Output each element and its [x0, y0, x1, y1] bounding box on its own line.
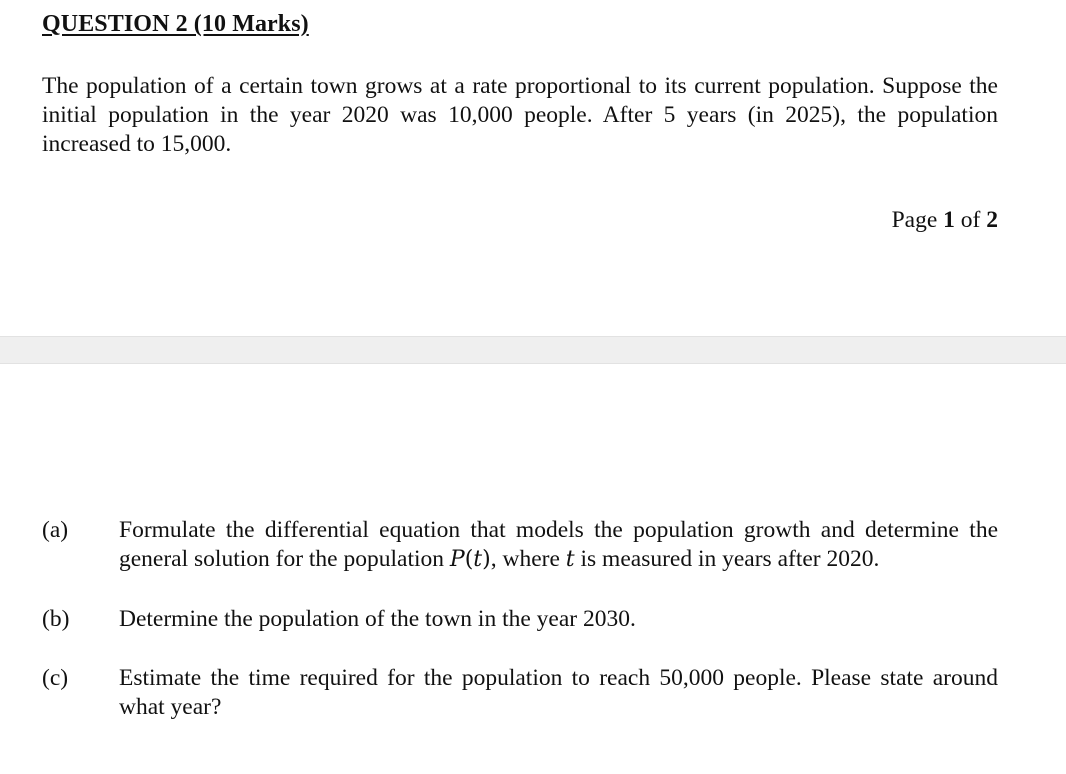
part-text-a — [119, 516, 998, 574]
part-a-text-middle: , where — [490, 546, 566, 572]
math-variable-t-2: t — [565, 547, 575, 572]
part-label-b: (b) — [42, 606, 70, 632]
part-text-c: Estimate the time required for the population to reach 50,000 people. Please state around what year? — [119, 665, 998, 720]
page-word: Page — [891, 207, 938, 233]
part-label-a: (a) — [42, 517, 69, 543]
page-of: of — [960, 207, 981, 233]
math-paren-close: ) — [482, 547, 491, 572]
question-title: QUESTION 2 (10 Marks) — [42, 11, 309, 37]
part-label-c: (c) — [42, 665, 69, 691]
page-separator — [0, 336, 1066, 364]
page-current: 1 — [943, 207, 955, 233]
question-intro: The population of a certain town grows at a rate proportional to its current population. Suppose the initial population in the year 2020 was 10,000 people. After 5 years (in 2025), the population increased to 15,000. — [42, 73, 998, 157]
math-variable-t: t — [473, 547, 483, 572]
math-function-p: P — [449, 547, 465, 572]
page-number — [892, 206, 998, 235]
math-paren-open: ( — [464, 547, 474, 572]
part-text-b: Determine the population of the town in the year 2030. — [119, 606, 636, 632]
page-total: 2 — [986, 207, 998, 233]
part-a-text-before: Formulate the differential equation that models the population growth and determine the general solution for the population — [119, 517, 998, 572]
part-a-text-after: is measured in years after 2020. — [574, 546, 880, 572]
document-page-1 — [0, 0, 1066, 336]
document-page-2 — [0, 364, 1066, 774]
